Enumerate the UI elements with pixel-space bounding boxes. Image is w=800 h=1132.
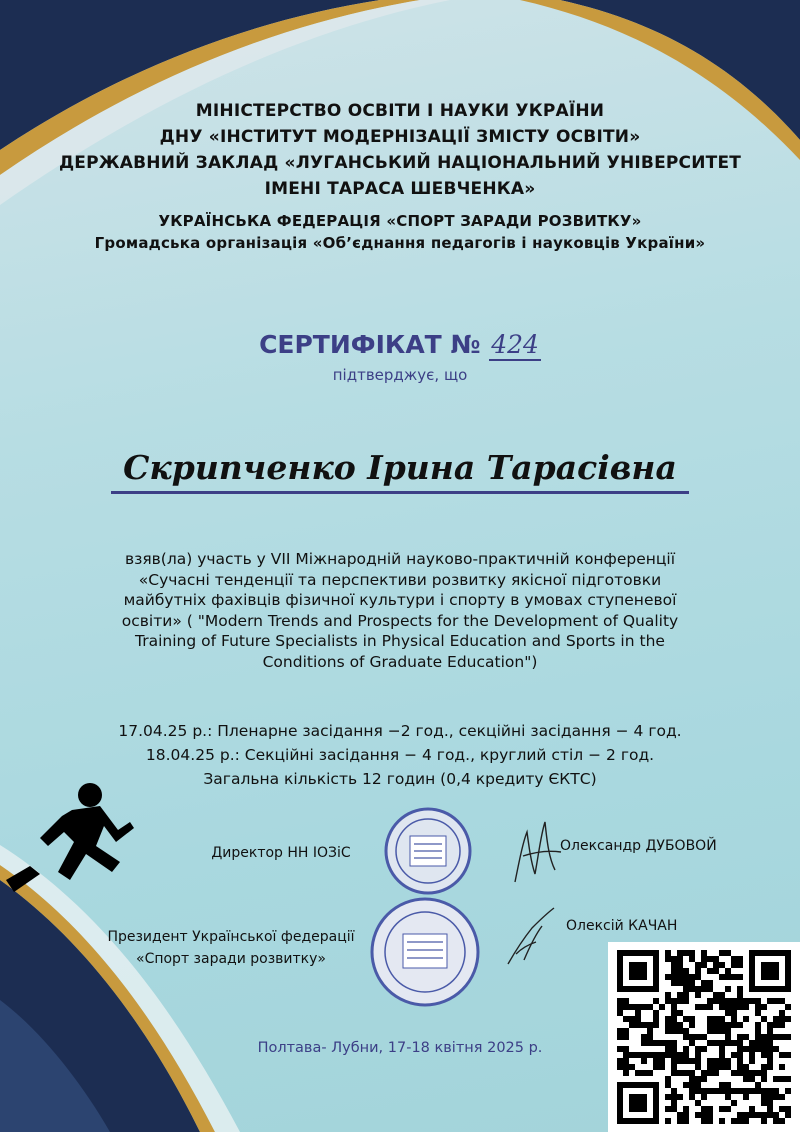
university-title-line1: ДЕРЖАВНИЙ ЗАКЛАД «ЛУГАНСЬКИЙ НАЦІОНАЛЬНИЙ УНІВЕРСИТЕТ	[58, 153, 742, 173]
federation-title: УКРАЇНСЬКА ФЕДЕРАЦІЯ «СПОРТ ЗАРАДИ РОЗВИТКУ»	[158, 212, 642, 230]
university-title-line2: ІМЕНІ ТАРАСА ШЕВЧЕНКА»	[264, 179, 536, 199]
president-title-line1: Президент Української федерації	[107, 929, 355, 945]
president-name: Олексій КАЧАН	[566, 918, 678, 934]
federation-stamp	[369, 896, 481, 1008]
body-line: Training of Future Specialists in Physical Education and Sports in the	[135, 632, 665, 650]
participation-text	[120, 549, 680, 672]
place-date: Полтава- Лубни, 17-18 квітня 2025 р.	[257, 1040, 543, 1056]
body-line: Conditions of Graduate Education")	[262, 652, 538, 671]
qr-finder-square	[629, 1094, 647, 1112]
body-line: взяв(ла) участь у VII Міжнародній науково-практичній конференції	[124, 550, 676, 568]
schedule-day1: 17.04.25 р.: Пленарне засідання −2 год., секційні засідання − 4 год.	[118, 722, 682, 740]
certificate-label: СЕРТИФІКАТ №	[259, 330, 481, 359]
certificate-number: 424	[491, 330, 539, 359]
header-block	[0, 98, 800, 202]
ministry-title: МІНІСТЕРСТВО ОСВІТИ І НАУКИ УКРАЇНИ	[195, 101, 605, 121]
organization-title: Громадська організація «Об’єднання педагогів і науковців України»	[94, 234, 706, 252]
body-line: «Сучасні тенденції та перспективи розвитку якісної підготовки	[138, 570, 662, 589]
president-title	[96, 926, 366, 970]
director-stamp	[383, 806, 473, 896]
institute-title: ДНУ «ІНСТИТУТ МОДЕРНІЗАЦІЇ ЗМІСТУ ОСВІТИ»	[159, 127, 641, 147]
qr-code	[608, 942, 800, 1132]
president-signature	[502, 904, 562, 970]
director-signature	[505, 812, 565, 892]
qr-finder-square	[629, 962, 647, 980]
confirms-text: підтверджує, що	[332, 366, 468, 384]
recipient-wrap	[0, 448, 800, 494]
body-line: майбутніх фахівців фізичної культури і спорту в умовах ступеневої	[123, 591, 677, 609]
director-title: Директор НН ІОЗіС	[211, 845, 351, 861]
runner-icon	[6, 783, 134, 892]
organizations-block	[0, 210, 800, 254]
recipient-name: Скрипченко Ірина Тарасівна	[111, 448, 689, 494]
president-title-line2: «Спорт заради розвитку»	[136, 951, 326, 967]
schedule-day2: 18.04.25 р.: Секційні засідання − 4 год., круглий стіл − 2 год.	[145, 746, 655, 764]
schedule-total: Загальна кількість 12 годин (0,4 кредиту ЄКТС)	[203, 770, 597, 788]
certificate-title	[0, 330, 800, 361]
schedule-block	[80, 719, 720, 791]
body-line: освіти» ( "Modern Trends and Prospects for the Development of Quality	[121, 611, 679, 630]
qr-finder-square	[761, 962, 779, 980]
director-name: Олександр ДУБОВОЙ	[560, 838, 717, 854]
